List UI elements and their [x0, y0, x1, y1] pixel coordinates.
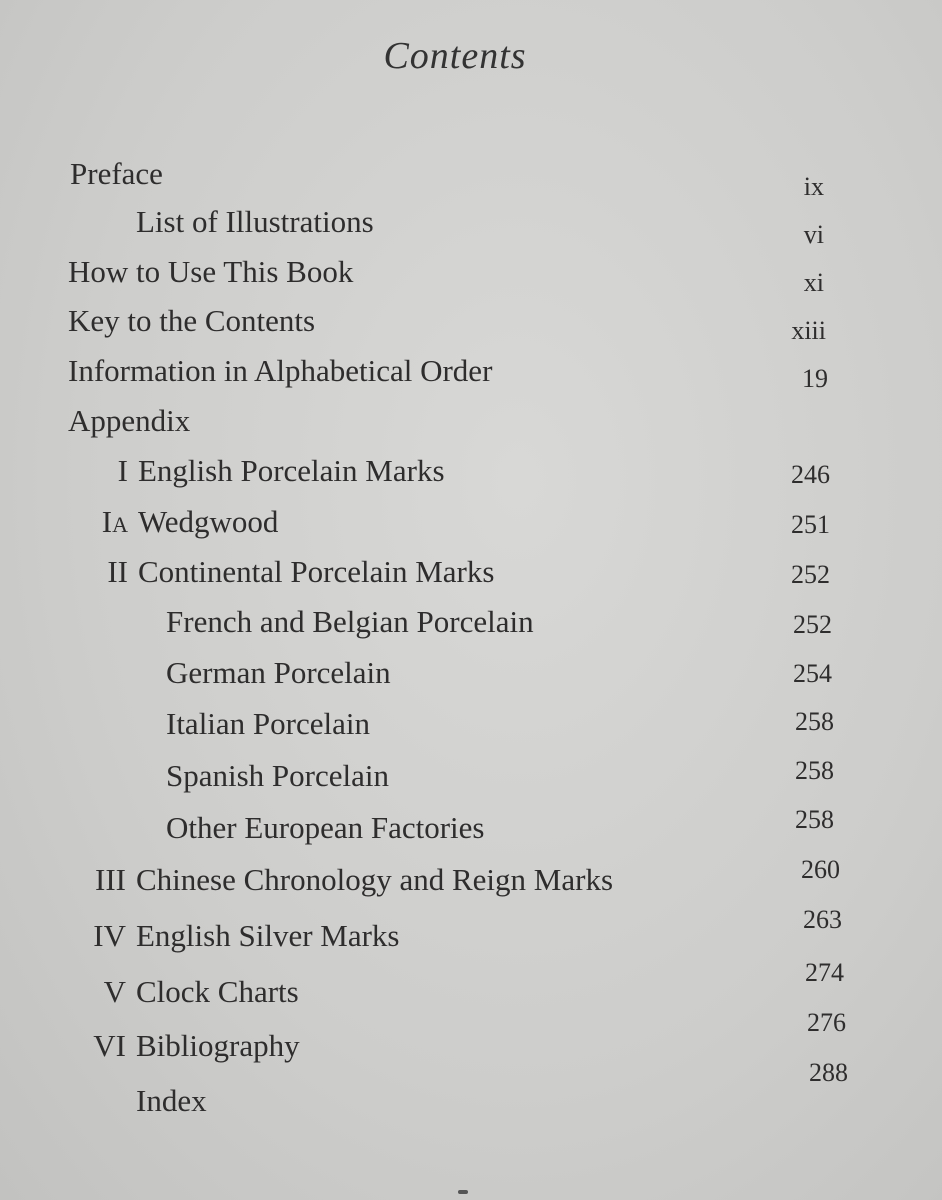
- toc-entry-label: List of Illustrations: [136, 204, 374, 239]
- toc-entry-page: 274: [805, 958, 844, 987]
- toc-entry-page: 254: [793, 659, 832, 688]
- toc-entry-page: 252: [791, 560, 830, 589]
- toc-entry-label: Information in Alphabetical Order: [68, 353, 493, 388]
- toc-entry-label: Bibliography: [136, 1028, 300, 1063]
- toc-entry-german: [166, 655, 391, 691]
- toc-entry-numeral: II: [107, 554, 128, 589]
- toc-entry-numeral: V: [103, 974, 126, 1009]
- toc-entry-label: Continental Porcelain Marks: [138, 554, 495, 589]
- toc-entry-page: 263: [803, 905, 842, 934]
- toc-entry-numeral: I: [117, 453, 128, 488]
- toc-entry-page: 258: [795, 805, 834, 834]
- toc-entry-label: How to Use This Book: [68, 254, 354, 289]
- toc-entry-appendix-6: [62, 1028, 300, 1064]
- toc-entry-label: French and Belgian Porcelain: [166, 604, 534, 639]
- toc-entry-label: German Porcelain: [166, 655, 391, 690]
- toc-entry-how-to-use: [68, 254, 353, 290]
- toc-entry-page: vi: [803, 220, 824, 249]
- toc-entry-label: Key to the Contents: [68, 303, 316, 338]
- toc-entry-page: xiii: [791, 316, 826, 345]
- toc-entry-page: xi: [803, 268, 824, 297]
- toc-entry-numeral-suffix: A: [112, 512, 128, 537]
- toc-entry-page: 251: [791, 510, 830, 539]
- toc-entry-numeral: VI: [93, 1028, 126, 1063]
- toc-entry-appendix-5: [62, 974, 299, 1010]
- toc-entry-label: Preface: [70, 156, 163, 191]
- toc-entry-key-to-contents: [68, 303, 315, 339]
- toc-entry-page: 246: [791, 460, 830, 489]
- toc-entry-page: 252: [793, 610, 832, 639]
- toc-entry-label: Italian Porcelain: [166, 706, 370, 741]
- toc-entry-appendix-1: [80, 453, 445, 489]
- toc-entry-label: English Porcelain Marks: [138, 453, 445, 488]
- toc-entry-index: [136, 1083, 207, 1119]
- toc-entry-label: Appendix: [68, 403, 191, 438]
- toc-entry-italian: [166, 706, 370, 742]
- toc-entry-appendix-4: [62, 918, 400, 954]
- toc-entry-label: Chinese Chronology and Reign Marks: [136, 862, 614, 897]
- toc-entry-label: Other European Factories: [166, 810, 485, 845]
- toc-entry-page: 19: [802, 364, 828, 393]
- toc-entry-page: ix: [803, 172, 824, 201]
- toc-entry-appendix-1a: [80, 504, 278, 540]
- toc-entry-spanish: [166, 758, 389, 794]
- toc-entry-label: English Silver Marks: [136, 918, 400, 953]
- toc-entry-label: Clock Charts: [136, 974, 299, 1009]
- toc-entry-appendix: [68, 403, 190, 439]
- toc-entry-numeral: IV: [93, 918, 126, 953]
- toc-entry-label: Wedgwood: [138, 504, 279, 539]
- toc-entry-numeral: III: [95, 862, 126, 897]
- toc-entry-page: 260: [801, 855, 840, 884]
- page-title: Contents: [383, 35, 527, 77]
- toc-entry-other-european: [166, 810, 485, 846]
- toc-entry-page: 288: [809, 1058, 848, 1087]
- toc-entry-page: 276: [807, 1008, 846, 1037]
- toc-entry-appendix-3: [62, 862, 613, 898]
- toc-entry-label: Spanish Porcelain: [166, 758, 389, 793]
- toc-entry-page: 258: [795, 707, 834, 736]
- toc-entry-preface: [70, 156, 163, 192]
- toc-entry-numeral: I: [101, 504, 113, 539]
- toc-entry-alphabetical: [68, 353, 492, 389]
- toc-entry-appendix-2: [80, 554, 494, 590]
- toc-entry-french-belgian: [166, 604, 534, 640]
- toc-entry-page: 258: [795, 756, 834, 785]
- page-mark: [458, 1190, 468, 1194]
- toc-entry-list-of-illustrations: [136, 204, 374, 240]
- toc-entry-label: Index: [136, 1083, 207, 1118]
